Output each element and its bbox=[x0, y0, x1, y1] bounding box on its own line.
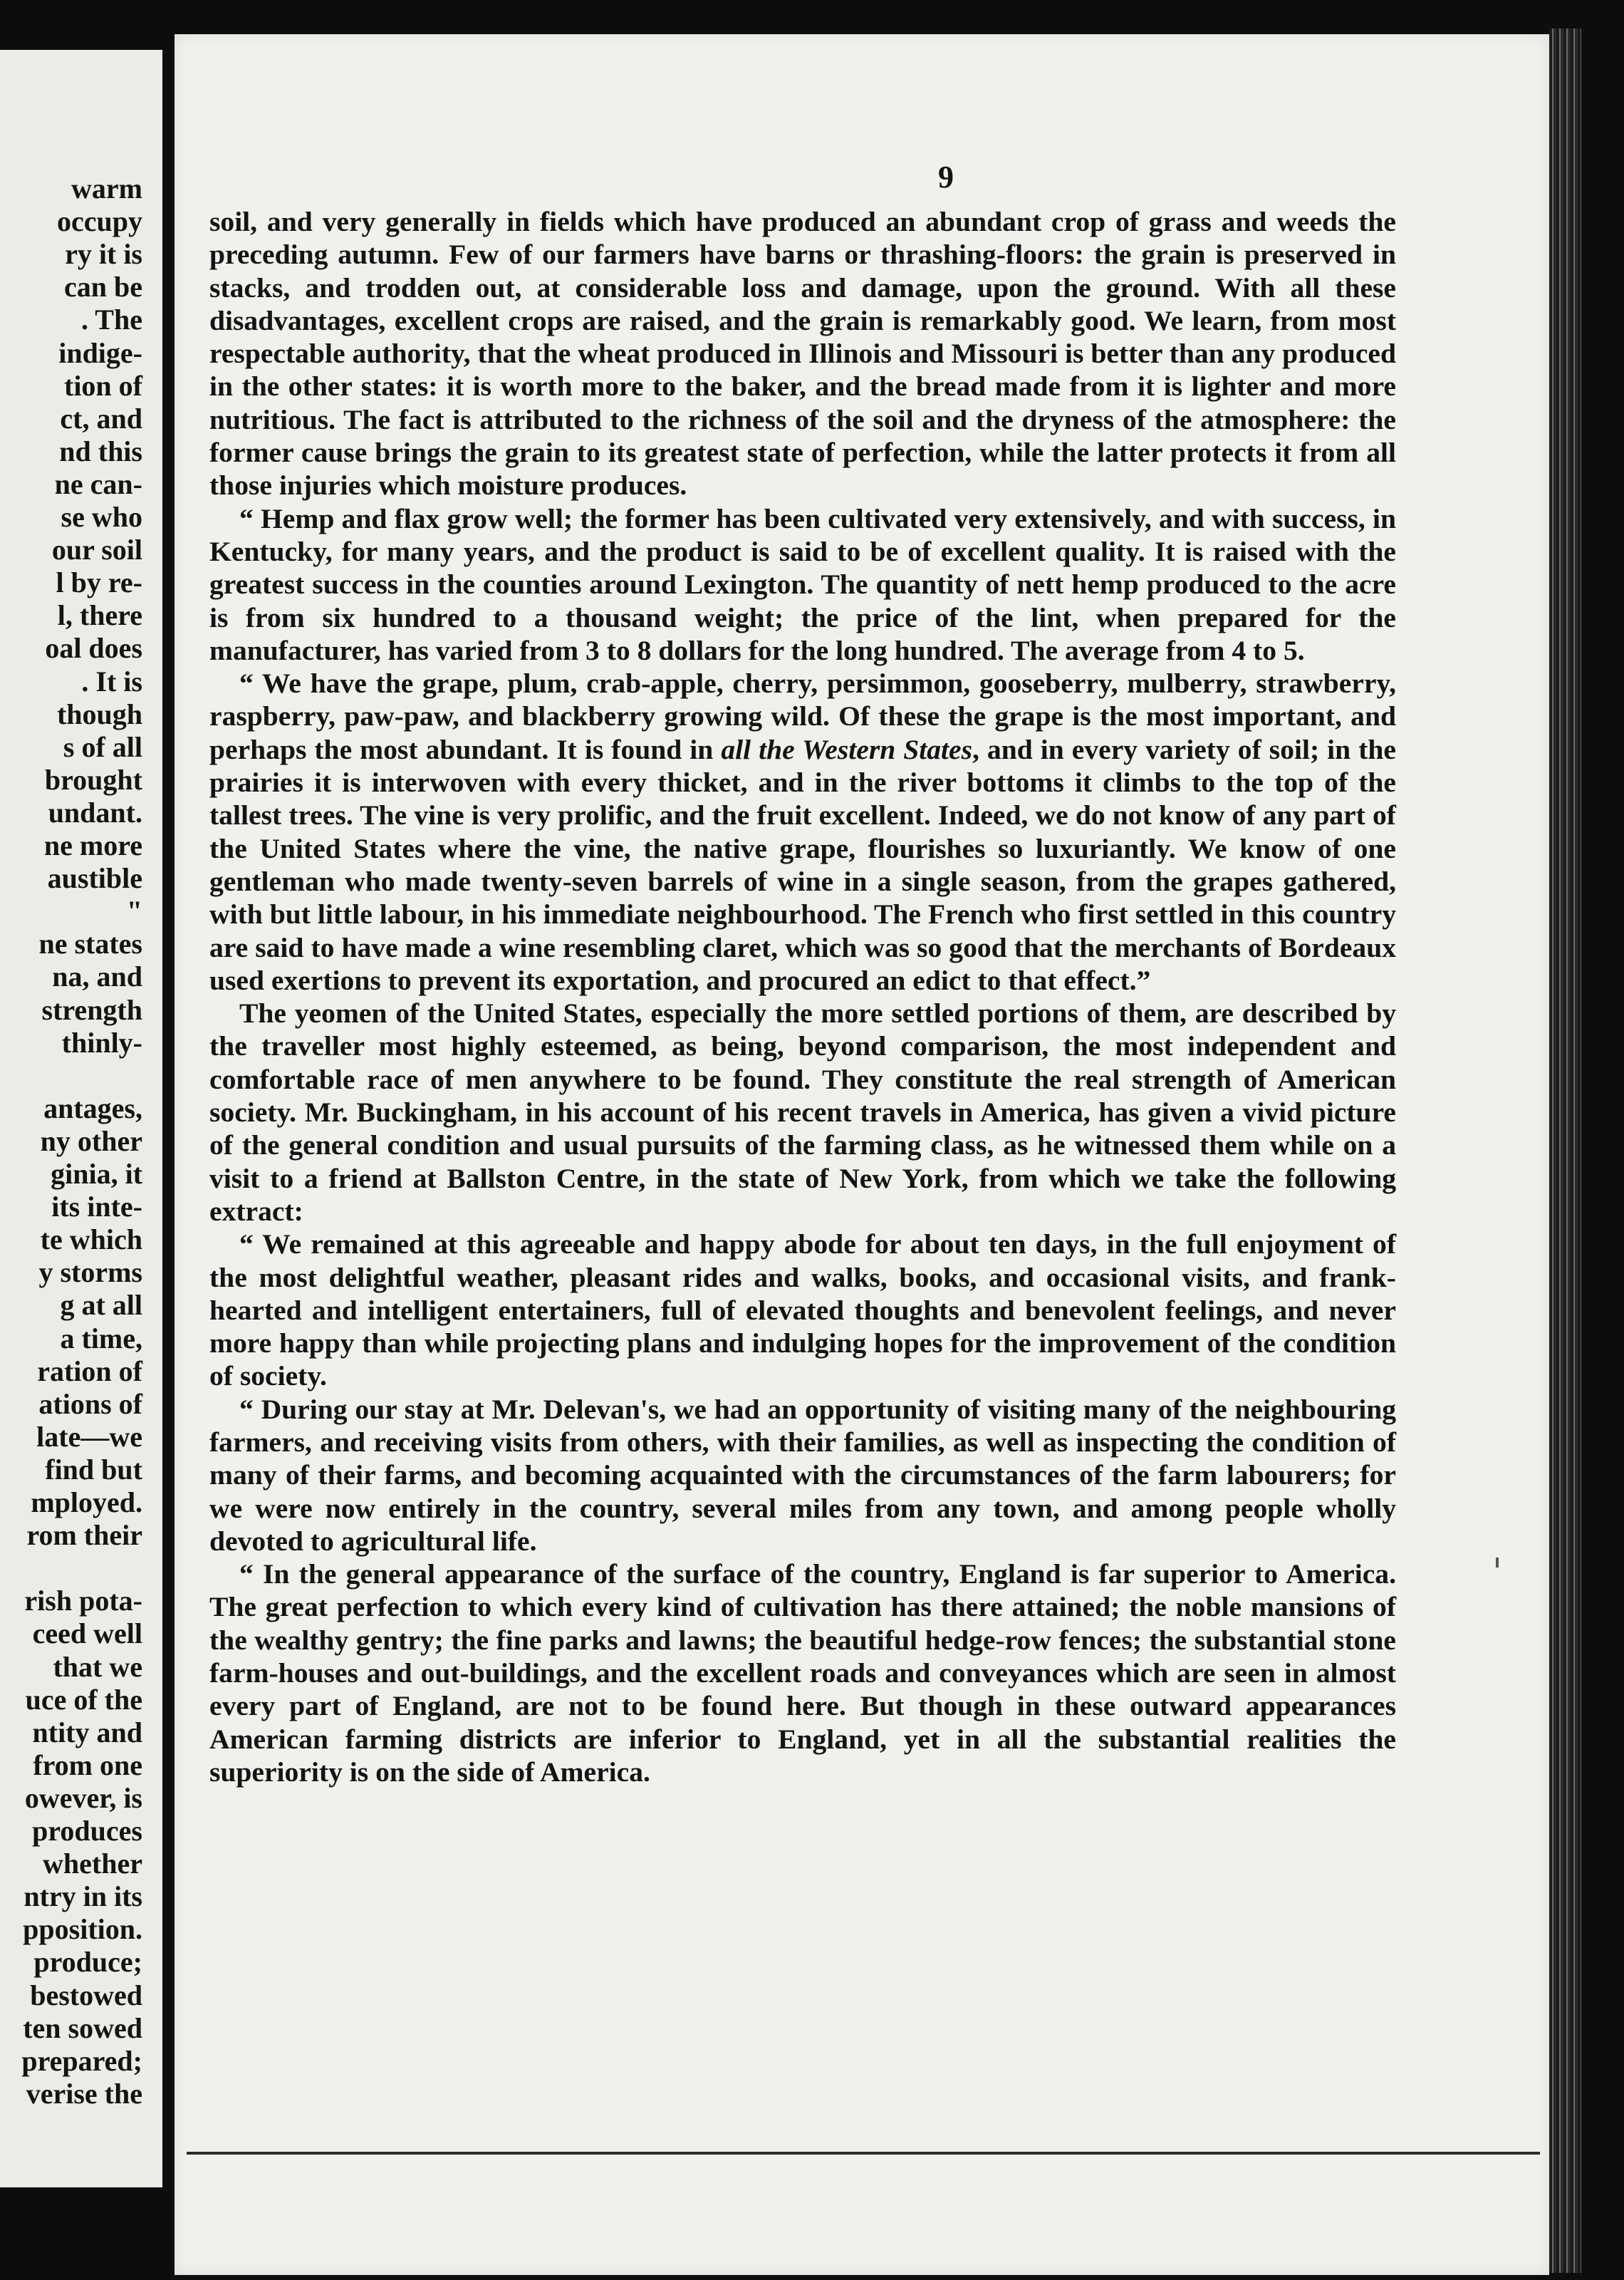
facing-page-line: from one bbox=[33, 1748, 142, 1781]
facing-page-line: ntity and bbox=[32, 1716, 142, 1748]
facing-page-line: l by re- bbox=[56, 566, 142, 599]
facing-page-line: prepared; bbox=[21, 2044, 142, 2077]
facing-page-line: that we bbox=[53, 1650, 142, 1683]
facing-page-line: ne can- bbox=[54, 467, 142, 500]
text-run: “ We have the grape, plum, crab-apple, cherry, persimmon, gooseberry, mulberry, strawberry, raspberry, paw-paw, and blackberry growing wild. Of these the grape is the most important, and perhaps the most abundant. It is found in bbox=[209, 668, 1396, 765]
text-run: soil, and very generally in fields which have produced an abundant crop of grass and weeds the preceding autumn. Few of our farmers have barns or thrashing-floors: the grain is preserved in stacks, and trodden out, at considerable loss and damage, upon the ground. With all these disadvantages, excellent crops are raised, and the grain is remarkably good. We learn, from most respectable authority, that the wheat produced in Illinois and Missouri is better than any produced in the other states: it is worth more to the baker, and the bread made from it is lighter and more nutritious. The fact is attributed to the richness of the soil and the dryness of the atmosphere: the former cause brings the grain to its greatest state of perfection, while the latter protects it from all those injuries which moisture produces. bbox=[209, 206, 1396, 502]
paragraph bbox=[209, 997, 1396, 1228]
facing-page-line: l, there bbox=[57, 599, 142, 632]
facing-page-line: produce; bbox=[33, 1946, 142, 1979]
facing-page-line: verise the bbox=[26, 2077, 142, 2110]
text-run: “ In the general appearance of the surface of the country, England is far superior to America. The great perfection to which every kind of cultivation has there attained; the noble mansions of the wealthy gentry; the fine parks and lawns; the beautiful hedge-row fences; the substantial stone farm-houses and out-buildings, and the excellent roads and conveyances which are seen in almost every part of England, are not to be found here. But though in these outward appearances American farming districts are inferior to England, yet in all the substantial realities the superiority is on the side of America. bbox=[209, 1558, 1396, 1788]
facing-page-line: pposition. bbox=[23, 1913, 142, 1946]
facing-page-line: ceed well bbox=[32, 1617, 142, 1650]
facing-page-line: strength bbox=[41, 993, 142, 1026]
paragraph bbox=[209, 1393, 1396, 1558]
facing-page-line: rom their bbox=[26, 1519, 142, 1552]
facing-page-line: oal does bbox=[45, 632, 142, 665]
facing-page-line: bestowed bbox=[30, 1979, 142, 2011]
text-run: “ During our stay at Mr. Delevan's, we had an opportunity of visiting many of the neighbouring farmers, and receiving visits from others, with their families, as well as inspecting the condition of many of their farms, and becoming acquainted with the circumstances of the farm labourers; for we were now entirely in the country, several miles from any town, and among people wholly devoted to agricultural life. bbox=[209, 1393, 1396, 1557]
facing-page-line: undant. bbox=[48, 796, 142, 829]
book-page bbox=[175, 34, 1549, 2275]
page-number: 9 bbox=[938, 160, 954, 195]
facing-page-line: . It is bbox=[81, 665, 142, 698]
facing-page-line: se who bbox=[61, 501, 142, 533]
facing-page-line: ten sowed bbox=[23, 2011, 142, 2044]
paragraph bbox=[209, 1558, 1396, 1788]
paragraph bbox=[209, 667, 1396, 997]
facing-page-line: late—we bbox=[36, 1420, 142, 1453]
facing-page-line: ntry in its bbox=[24, 1880, 142, 1913]
body-text bbox=[209, 205, 1396, 1788]
paragraph bbox=[209, 502, 1396, 667]
facing-page-line: a time, bbox=[60, 1322, 142, 1354]
facing-page-line: occupy bbox=[57, 205, 142, 238]
facing-page-line: uce of the bbox=[25, 1683, 142, 1716]
facing-page-line: ations of bbox=[38, 1387, 142, 1420]
italic-phrase: all the Western States bbox=[721, 733, 973, 765]
facing-page-line: ry it is bbox=[65, 238, 142, 271]
page-bottom-rule bbox=[187, 2152, 1540, 2155]
facing-page-line: " bbox=[126, 895, 142, 928]
facing-page-line: thinly- bbox=[61, 1026, 142, 1059]
ink-speck bbox=[1496, 1558, 1499, 1568]
text-run: “ Hemp and flax grow well; the former has been cultivated very extensively, and with success, in Kentucky, for many years, and the product is said to be of excellent quality. It is raised with the greatest success in the counties around Lexington. The quantity of nett hemp produced to the acre is from six hundred to a thousand weight; the price of the lint, when prepared for the manufacturer, has varied from 3 to 8 dollars for the long hundred. The average from 4 to 5. bbox=[209, 502, 1396, 666]
paragraph bbox=[209, 205, 1396, 502]
facing-page-line: whether bbox=[43, 1848, 142, 1880]
facing-page-line: owever, is bbox=[24, 1781, 142, 1814]
facing-page-line: ration of bbox=[37, 1354, 142, 1387]
facing-page-line: austible bbox=[47, 862, 142, 895]
text-run: , and in every variety of soil; in the prairies it is interwoven with every thicket, and in the river bottoms it climbs to the top of the tallest trees. The vine is very prolific, and the fruit excellent. Indeed, we do not know of any part of the United States where the vine, the native grape, flourishes so luxuriantly. We know of one gentleman who made twenty-seven barrels of wine in a single season, from the grapes gathered, with but little labour, in his immediate neighbourhood. The French who first settled in this country are said to have made a wine resembling claret, which was so good that the merchants of Bordeaux used exertions to prevent its exportation, and procured an edict to that effect.” bbox=[209, 733, 1396, 996]
facing-page-line: ne states bbox=[38, 928, 142, 960]
facing-page-line: g at all bbox=[60, 1289, 142, 1322]
facing-page-line: na, and bbox=[52, 960, 142, 993]
facing-page-line: though bbox=[56, 698, 142, 730]
facing-page-line: its inte- bbox=[51, 1191, 142, 1223]
facing-page-line: rish pota- bbox=[24, 1585, 142, 1617]
facing-page-line: warm bbox=[71, 172, 142, 204]
facing-page-fragment bbox=[0, 50, 162, 2187]
facing-page-line: find but bbox=[45, 1453, 142, 1486]
facing-page-line: ne more bbox=[43, 829, 142, 861]
facing-page-line: ct, and bbox=[60, 402, 142, 435]
facing-page-line: ny other bbox=[40, 1124, 142, 1157]
facing-page-line: nd this bbox=[59, 435, 142, 467]
text-run: The yeomen of the United States, especially the more settled portions of them, are described by the traveller most highly esteemed, as being, beyond comparison, the most independent and comfortable race of men anywhere to be found. They constitute the real strength of American society. Mr. Buckingham, in his account of his recent travels in America, has given a vivid picture of the general condition and usual pursuits of the farming class, as he witnessed them while on a visit to a friend at Ballston Centre, in the state of New York, from which we take the following extract: bbox=[209, 998, 1396, 1227]
facing-page-line: indige- bbox=[58, 336, 142, 369]
facing-page-line: y storms bbox=[38, 1256, 142, 1289]
facing-page-line: ginia, it bbox=[51, 1158, 142, 1190]
facing-page-line: . The bbox=[81, 304, 142, 336]
facing-page-line: te which bbox=[40, 1223, 142, 1256]
page-stack-edge bbox=[1549, 28, 1581, 2273]
facing-page-line: produces bbox=[32, 1815, 142, 1847]
facing-page-line: antages, bbox=[43, 1092, 142, 1124]
facing-page-line: can be bbox=[64, 271, 142, 304]
facing-page-line: s of all bbox=[63, 730, 142, 763]
facing-page-line: brought bbox=[44, 763, 142, 796]
facing-page-line: mployed. bbox=[31, 1486, 142, 1518]
paragraph bbox=[209, 1228, 1396, 1392]
facing-page-line: tion of bbox=[64, 369, 142, 402]
text-run: “ We remained at this agreeable and happy abode for about ten days, in the full enjoyment of the most delightful weather, pleasant rides and walks, books, and occasional visits, and frank-hearted and intelligent entertainers, full of elevated thoughts and benevolent feelings, and never more happy than while projecting plans and indulging hopes for the improvement of the condition of society. bbox=[209, 1228, 1396, 1392]
facing-page-line: our soil bbox=[51, 534, 142, 566]
